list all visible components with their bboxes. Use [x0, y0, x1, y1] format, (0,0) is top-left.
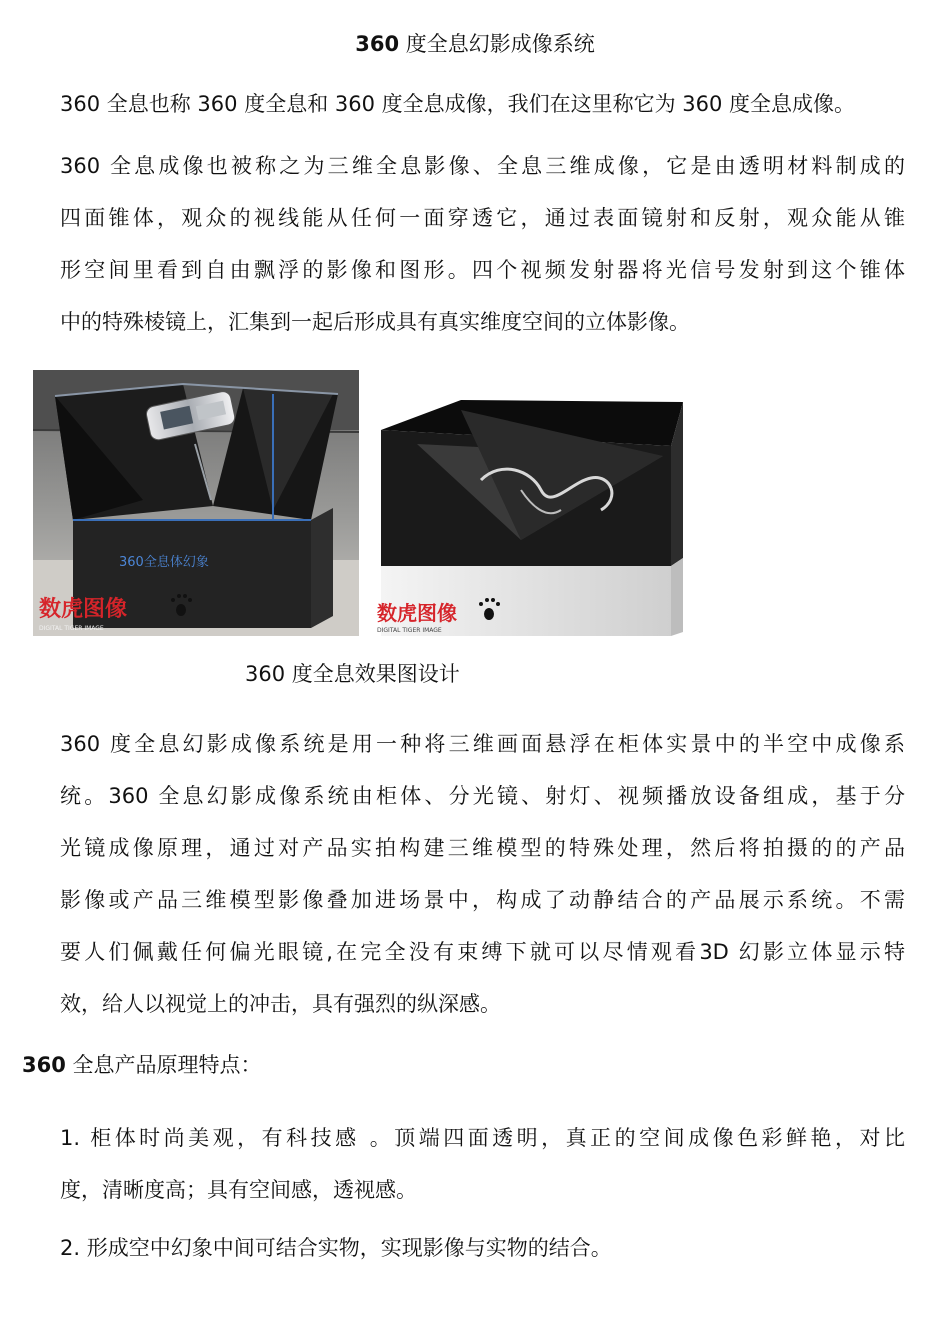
paragraph-1: [60, 140, 905, 348]
title-text: 度全息幻影成像系统: [399, 32, 595, 56]
paragraph-line: 中的特殊棱镜上，汇集到一起后形成具有真实维度空间的立体影像。: [60, 310, 690, 334]
list-item-2: [60, 1222, 905, 1274]
intro-line: 360 全息也称 360 度全息和 360 度全息成像，我们在这里称它为 360 度全息成像。: [60, 92, 856, 116]
heading-number: 360: [22, 1053, 66, 1077]
paragraph-line: 要人们佩戴任何偏光眼镜,在完全没有束缚下就可以尽情观看3D 幻影立体显示特: [60, 940, 905, 964]
list-item-line: 2. 形成空中幻象中间可结合实物，实现影像与实物的结合。: [60, 1236, 612, 1260]
image-caption: 360 度全息效果图设计: [245, 662, 460, 686]
paragraph-2: [60, 718, 905, 1030]
paragraph-line: 四面锥体，观众的视线能从任何一面穿透它，通过表面镜射和反射，观众能从锥: [60, 206, 905, 230]
paragraph-line: 效，给人以视觉上的冲击，具有强烈的纵深感。: [60, 992, 501, 1016]
logo-subtext: DIGITAL TIGER IMAGE: [377, 627, 442, 634]
paragraph-line: 光镜成像原理，通过对产品实拍构建三维模型的特殊处理，然后将拍摄的的产品: [60, 836, 905, 860]
list-item-1: [60, 1112, 905, 1216]
logo-text: 数虎图像: [39, 597, 128, 622]
hologram-cabinet-photo-2: [371, 370, 697, 636]
cabinet-screen-text: 360全息体幻象: [119, 555, 209, 570]
page-title: [0, 30, 950, 58]
intro-paragraph: [60, 78, 905, 130]
logo-subtext: DIGITAL TIGER IMAGE: [39, 625, 104, 632]
paragraph-line: 360 度全息幻影成像系统是用一种将三维画面悬浮在柜体实景中的半空中成像系: [60, 732, 905, 756]
heading-text: 全息产品原理特点：: [65, 1053, 262, 1077]
section-heading: [22, 1050, 262, 1080]
list-item-line: 1. 柜体时尚美观，有科技感 。顶端四面透明，真正的空间成像色彩鲜艳，对比: [60, 1126, 905, 1150]
list-item-line: 度，清晰度高；具有空间感，透视感。: [60, 1178, 417, 1202]
logo-text: 数虎图像: [377, 601, 457, 625]
hologram-cabinet-photo-1: [33, 370, 359, 636]
title-number: 360: [355, 32, 400, 56]
paragraph-line: 形空间里看到自由飘浮的影像和图形。四个视频发射器将光信号发射到这个锥体: [60, 258, 905, 282]
paragraph-line: 360 全息成像也被称之为三维全息影像、全息三维成像，它是由透明材料制成的: [60, 154, 905, 178]
paragraph-line: 统。360 全息幻影成像系统由柜体、分光镜、射灯、视频播放设备组成，基于分: [60, 784, 905, 808]
paragraph-line: 影像或产品三维模型影像叠加进场景中，构成了动静结合的产品展示系统。不需: [60, 888, 905, 912]
